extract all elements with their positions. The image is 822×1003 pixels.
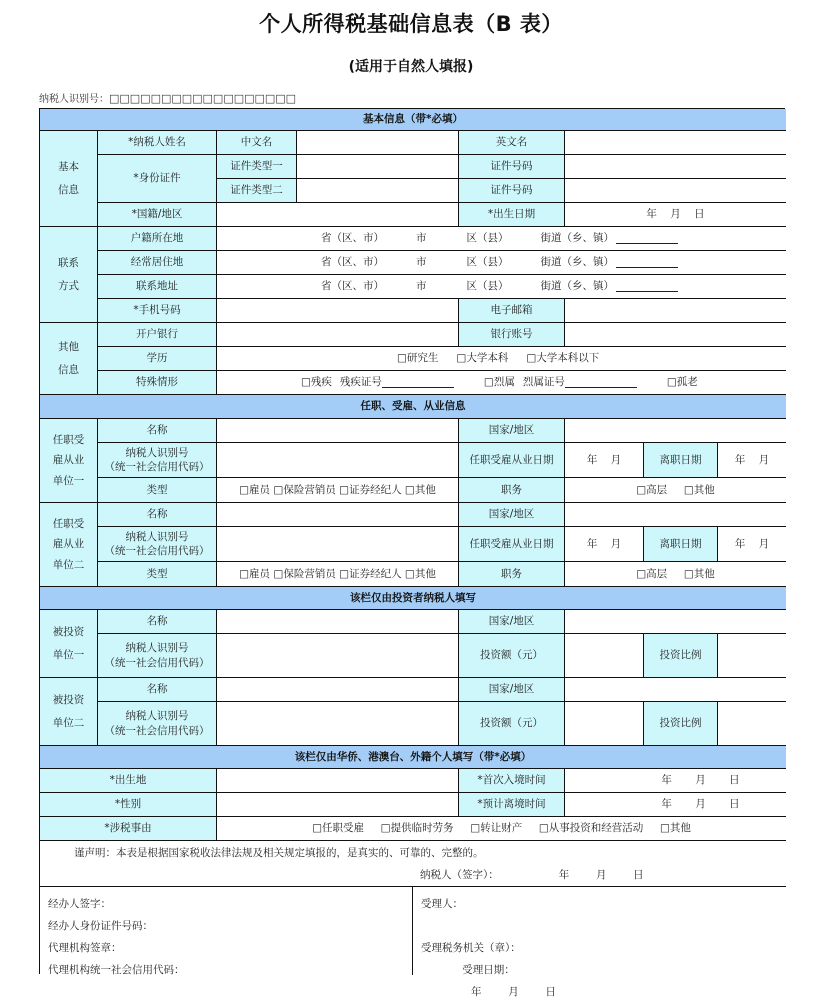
label-mobile: *手机号码: [98, 299, 217, 323]
label-gender: *性别: [40, 793, 217, 817]
investee-2-ratio-field[interactable]: [718, 702, 786, 746]
agent-info-block: [40, 887, 413, 975]
label-tax-reason: *涉税事由: [40, 817, 217, 841]
email-field[interactable]: [565, 299, 786, 323]
label-employer-2-leave-date: 离职日期: [644, 527, 718, 562]
gender-field[interactable]: [217, 793, 459, 817]
label-nationality: *国籍/地区: [98, 203, 217, 227]
label-employer-1-start-date: 任职受雇从业日期: [459, 443, 565, 478]
investee-1-country-field[interactable]: [565, 610, 786, 634]
investee-1-ratio-field[interactable]: [718, 634, 786, 678]
label-id-number-2: 证件号码: [459, 179, 565, 203]
taxpayer-id-boxes[interactable]: □□□□□□□□□□□□□□□□□□: [109, 92, 297, 105]
label-employer-1-type: 类型: [98, 478, 217, 503]
employer-2-tin-field[interactable]: [217, 527, 459, 562]
label-education: 学历: [98, 347, 217, 371]
label-investee-2-name: 名称: [98, 678, 217, 702]
label-employer-2-country: 国家/地区: [459, 503, 565, 527]
martyr-cert-field[interactable]: [565, 377, 637, 388]
investee-1-name-field[interactable]: [217, 610, 459, 634]
declaration-text: 谨声明：本表是根据国家税收法律法规及相关规定填报的，是真实的、可靠的、完整的。: [74, 847, 484, 859]
label-contact-address: 联系地址: [98, 275, 217, 299]
label-household-address: 户籍所在地: [98, 227, 217, 251]
agent-signature-label: 经办人签字：: [48, 898, 111, 910]
id-number-1-field[interactable]: [565, 155, 786, 179]
investee-2-name-field[interactable]: [217, 678, 459, 702]
group-contact: 联系 方式: [40, 227, 98, 323]
label-bank: 开户银行: [98, 323, 217, 347]
label-employer-2-name: 名称: [98, 503, 217, 527]
taxpayer-id-label: 纳税人识别号：: [39, 94, 109, 105]
agency-seal-label: 代理机构签章：: [48, 942, 122, 954]
employer-1-country-field[interactable]: [565, 419, 786, 443]
employer-1-start-date-field[interactable]: 年 月: [565, 443, 644, 478]
employer-2-type-options[interactable]: □雇员 □保险营销员 □证券经纪人 □其他: [217, 562, 459, 587]
employer-1-name-field[interactable]: [217, 419, 459, 443]
employer-1-position-options[interactable]: □高层 □其他: [565, 478, 786, 503]
investee-1-amount-field[interactable]: [565, 634, 644, 678]
label-bank-account: 银行账号: [459, 323, 565, 347]
english-name-field[interactable]: [565, 131, 786, 155]
mobile-field[interactable]: [217, 299, 459, 323]
label-employer-1-country: 国家/地区: [459, 419, 565, 443]
label-investee-2-tin: 纳税人识别号 （统一社会信用代码）: [98, 702, 217, 746]
group-other-info: 其他 信息: [40, 323, 98, 395]
label-chinese-name: 中文名: [217, 131, 297, 155]
checkbox-martyr-family[interactable]: □烈属: [483, 376, 515, 389]
bank-account-field[interactable]: [565, 323, 786, 347]
checkbox-elderly[interactable]: □孤老: [666, 376, 698, 389]
residence-address-field[interactable]: 省（区、市） 市 区（县） 街道（乡、镇）: [217, 251, 786, 275]
label-id-type-2: 证件类型二: [217, 179, 297, 203]
section-header-overseas: 该栏仅由华侨、港澳台、外籍个人填写（带*必填）: [40, 746, 786, 769]
employer-2-leave-date-field[interactable]: 年 月: [718, 527, 786, 562]
label-employer-1-leave-date: 离职日期: [644, 443, 718, 478]
label-id-document: *身份证件: [98, 155, 217, 203]
label-employer-1-name: 名称: [98, 419, 217, 443]
signature-date[interactable]: 年 月 日: [558, 869, 644, 882]
tax-reason-options[interactable]: □任职受雇 □提供临时劳务 □转让财产 □从事投资和经营活动 □其他: [217, 817, 786, 841]
label-employer-2-position: 职务: [459, 562, 565, 587]
group-employer-2: 任职受 雇从业 单位二: [40, 503, 98, 587]
label-id-type-1: 证件类型一: [217, 155, 297, 179]
checkbox-below-bachelor[interactable]: □大学本科以下: [526, 352, 600, 365]
label-email: 电子邮箱: [459, 299, 565, 323]
checkbox-postgraduate[interactable]: □研究生: [397, 352, 439, 365]
agent-id-label: 经办人身份证件号码：: [48, 920, 153, 932]
checkbox-bachelor[interactable]: □大学本科: [456, 352, 509, 365]
education-options: [217, 347, 786, 371]
label-investee-1-amount: 投资额（元）: [459, 634, 565, 678]
employer-2-name-field[interactable]: [217, 503, 459, 527]
receive-date-line: 受理日期： 年 月 日: [462, 964, 556, 998]
group-investee-1: 被投资 单位一: [40, 610, 98, 678]
taxpayer-id-line: [39, 90, 296, 105]
label-residence-address: 经常居住地: [98, 251, 217, 275]
employer-1-leave-date-field[interactable]: 年 月: [718, 443, 786, 478]
id-type-2-field[interactable]: [297, 179, 459, 203]
label-employer-1-tin: 纳税人识别号 （统一社会信用代码）: [98, 443, 217, 478]
label-investee-2-ratio: 投资比例: [644, 702, 718, 746]
investee-2-amount-field[interactable]: [565, 702, 644, 746]
checkbox-disabled[interactable]: □残疾: [301, 376, 332, 389]
label-investee-2-country: 国家/地区: [459, 678, 565, 702]
label-first-entry: *首次入境时间: [459, 769, 565, 793]
label-employer-2-tin: 纳税人识别号 （统一社会信用代码）: [98, 527, 217, 562]
label-investee-1-ratio: 投资比例: [644, 634, 718, 678]
label-birthplace: *出生地: [40, 769, 217, 793]
form-subtitle: (适用于自然人填报): [348, 59, 474, 75]
birthplace-field[interactable]: [217, 769, 459, 793]
section-header-investment: 该栏仅由投资者纳税人填写: [40, 587, 786, 610]
label-employer-2-start-date: 任职受雇从业日期: [459, 527, 565, 562]
contact-address-field[interactable]: 省（区、市） 市 区（县） 街道（乡、镇）: [217, 275, 786, 299]
expected-exit-field[interactable]: 年 月 日: [565, 793, 786, 817]
label-investee-2-amount: 投资额（元）: [459, 702, 565, 746]
form-title: 个人所得税基础信息表（B 表）: [259, 12, 563, 36]
agency-credit-code-label: 代理机构统一社会信用代码：: [48, 964, 185, 976]
section-header-employment: 任职、受雇、从业信息: [40, 395, 786, 419]
special-status-options: □残疾 残疾证号 □烈属 烈属证号 □孤老: [217, 371, 786, 395]
label-birth-date: *出生日期: [459, 203, 565, 227]
group-employer-1: 任职受 雇从业 单位一: [40, 419, 98, 503]
employer-2-position-options[interactable]: □高层 □其他: [565, 562, 786, 587]
label-employer-2-type: 类型: [98, 562, 217, 587]
id-type-1-field[interactable]: [297, 155, 459, 179]
label-investee-1-country: 国家/地区: [459, 610, 565, 634]
label-english-name: 英文名: [459, 131, 565, 155]
tax-office-label: 受理税务机关（章）：: [421, 942, 521, 954]
label-id-number-1: 证件号码: [459, 155, 565, 179]
investee-1-tin-field[interactable]: [217, 634, 459, 678]
chinese-name-field[interactable]: [297, 131, 459, 155]
label-expected-exit: *预计离境时间: [459, 793, 565, 817]
label-taxpayer-name: *纳税人姓名: [98, 131, 217, 155]
investee-2-tin-field[interactable]: [217, 702, 459, 746]
birth-date-field[interactable]: 年 月 日: [565, 203, 786, 227]
employer-1-type-options[interactable]: □雇员 □保险营销员 □证券经纪人 □其他: [217, 478, 459, 503]
employer-2-country-field[interactable]: [565, 503, 786, 527]
bank-field[interactable]: [217, 323, 459, 347]
receiver-label: 受理人：: [421, 898, 463, 910]
group-basic-info: 基本 信息: [40, 131, 98, 227]
section-header-basic: 基本信息（带*必填）: [40, 109, 786, 131]
employer-1-tin-field[interactable]: [217, 443, 459, 478]
declaration-block: [40, 841, 786, 887]
employer-2-start-date-field[interactable]: 年 月: [565, 527, 644, 562]
label-investee-1-tin: 纳税人识别号 （统一社会信用代码）: [98, 634, 217, 678]
tax-info-form: [39, 108, 785, 998]
id-number-2-field[interactable]: [565, 179, 786, 203]
label-employer-1-position: 职务: [459, 478, 565, 503]
investee-2-country-field[interactable]: [565, 678, 786, 702]
first-entry-field[interactable]: 年 月 日: [565, 769, 786, 793]
label-investee-1-name: 名称: [98, 610, 217, 634]
disabled-cert-field[interactable]: [382, 377, 454, 388]
declaration-signature-line: [40, 868, 786, 882]
label-special-status: 特殊情形: [98, 371, 217, 395]
household-address-field[interactable]: 省（区、市） 市 区（县） 街道（乡、镇）: [217, 227, 786, 251]
receiver-info-block: [413, 887, 786, 998]
taxpayer-signature-label: 纳税人（签字）：: [420, 869, 499, 882]
nationality-field[interactable]: [217, 203, 459, 227]
group-investee-2: 被投资 单位二: [40, 678, 98, 746]
